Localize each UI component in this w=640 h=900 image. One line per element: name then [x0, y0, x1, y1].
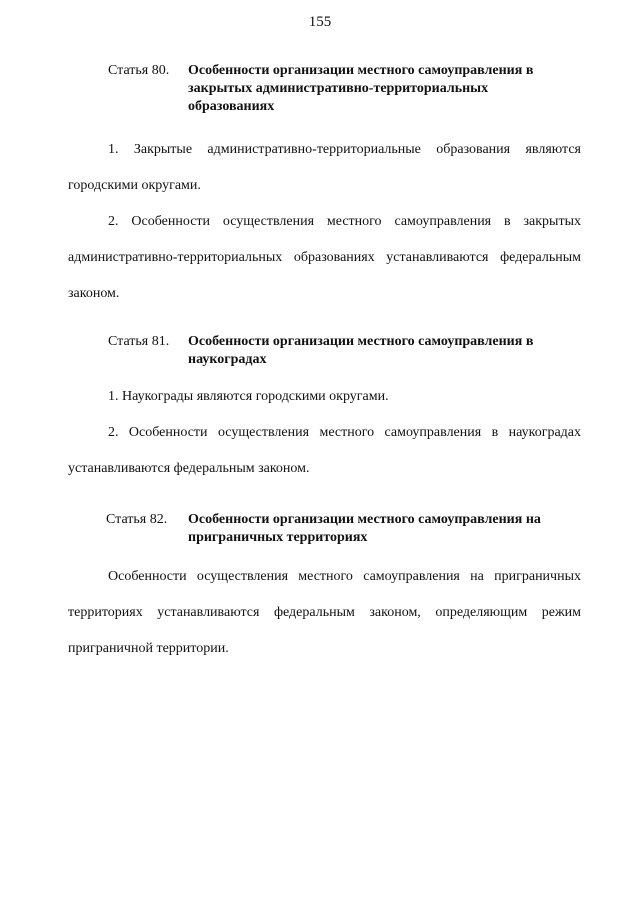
article-label: Статья 82. — [106, 512, 168, 527]
page-number: 155 — [308, 14, 332, 30]
article-paragraph: Особенности осуществления местного самоуправления на приграничных территориях устанавливаются федеральным законом, определяющим режим приграничной территории. — [68, 569, 581, 656]
article-heading — [68, 511, 581, 547]
article-heading — [68, 62, 581, 116]
article-81 — [68, 333, 581, 487]
article-title: Особенности организации местного самоуправления на приграничных территориях — [188, 512, 541, 545]
article-title: Особенности организации местного самоуправления в закрытых административно-территориальных образованиях — [188, 63, 534, 114]
article-paragraph: 1. Закрытые административно-территориальные образования являются городскими округами. — [68, 142, 581, 193]
article-82 — [68, 511, 581, 667]
article-paragraph: 2. Особенности осуществления местного самоуправления в наукоградах устанавливаются федеральным законом. — [68, 425, 581, 476]
article-label: Статья 80. — [108, 63, 170, 78]
article-paragraph: 2. Особенности осуществления местного самоуправления в закрытых административно-территориальных образованиях устанавливаются федеральным законом. — [68, 214, 581, 301]
article-label: Статья 81. — [108, 334, 170, 349]
article-paragraph: 1. Наукограды являются городскими округами. — [108, 389, 389, 404]
article-title: Особенности организации местного самоуправления в наукоградах — [188, 334, 534, 367]
article-heading — [68, 333, 581, 369]
article-80 — [68, 62, 581, 312]
